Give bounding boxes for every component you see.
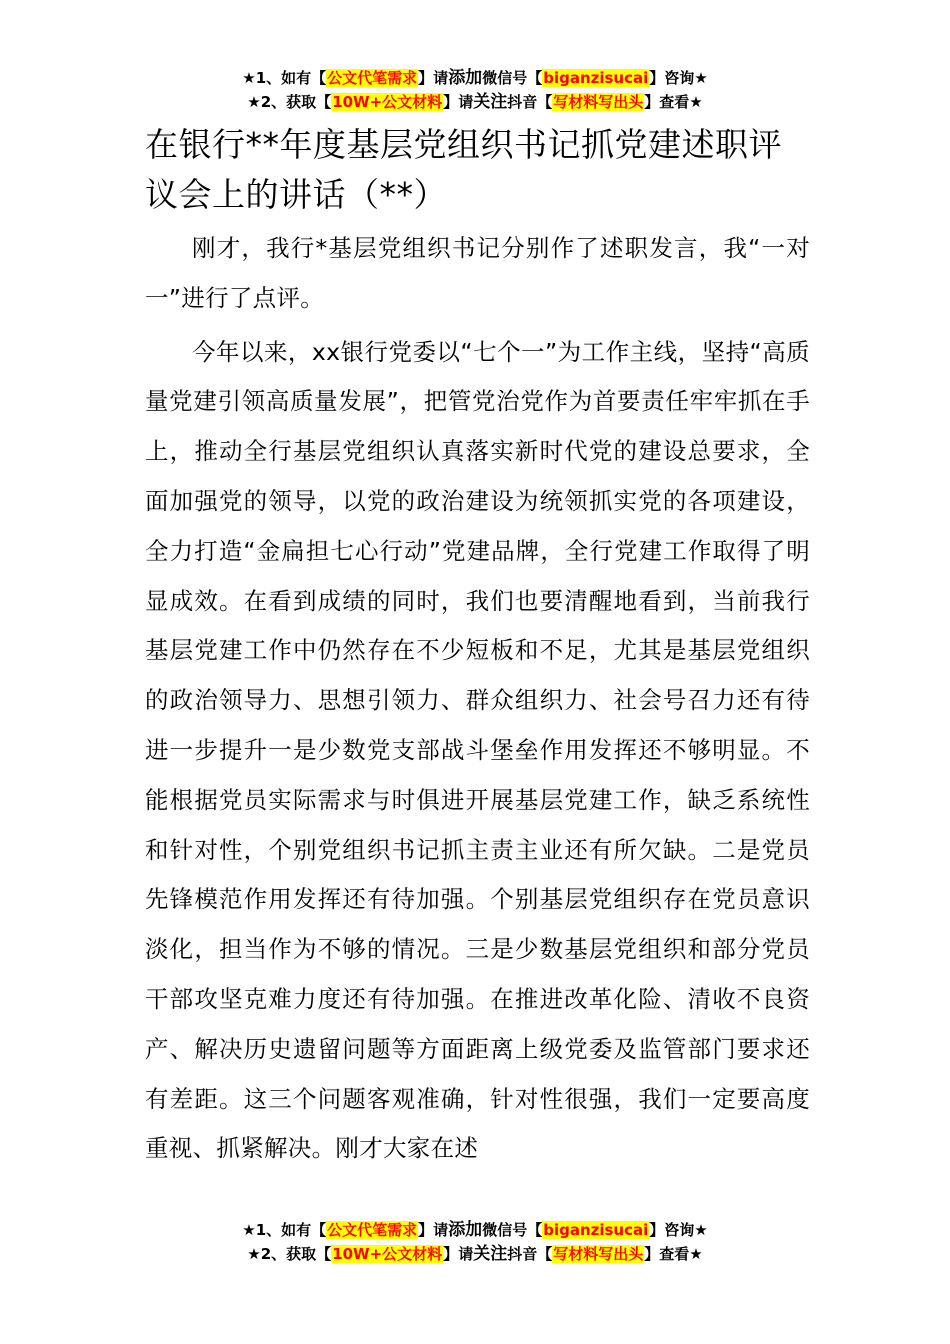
star-icon: ★ — [689, 93, 703, 111]
banner-emphasis: 添加 — [448, 68, 483, 88]
banner-highlight: biganzisucai — [543, 1221, 649, 1239]
banner-text: 】请 — [418, 1221, 449, 1239]
banner-line-1 — [0, 1218, 950, 1242]
header-banner — [0, 66, 950, 114]
banner-text: 抖音【 — [507, 93, 553, 111]
paragraph: 今年以来，xx银行党委以“七个一”为工作主线，坚持“高质量党建引领高质量发展”，把管党治党作为首要责任牢牢抓在手上，推动全行基层党组织认真落实新时代党的建设总要求，全面加强党的领导，以党的政治建设为统领抓实党的各项建设，全力打造“金扁担七心行动”党建品牌，全行党建工作取得了明显成效。在看到成绩的同时，我们也要清醒地看到，当前我行基层党建工作中仍然存在不少短板和不足，尤其是基层党组织的政治领导力、思想引领力、群众组织力、社会号召力还有待进一步提升一是少数党支部战斗堡垒作用发挥还不够明显。不能根据党员实际需求与时俱进开展基层党建工作，缺乏系统性和针对性，个别党组织书记抓主责主业还有所欠缺。二是党员先锋模范作用发挥还有待加强。个别基层党组织存在党员意识淡化，担当作为不够的情况。三是少数基层党组织和部分党员干部攻坚克难力度还有待加强。在推进改革化险、清收不良资产、解决历史遗留问题等方面距离上级党委及监管部门要求还有差距。这三个问题客观准确，针对性很强，我们一定要高度重视、抓紧解决。刚才大家在述 — [145, 337, 810, 1163]
banner-text: 微信号【 — [482, 69, 543, 87]
banner-line-1 — [0, 66, 950, 90]
document-title: 在银行**年度基层党组织书记抓党建述职评议会上的讲话（**） — [145, 125, 782, 214]
banner-text: 2、获取【 — [260, 1245, 332, 1263]
banner-text: 】请 — [443, 1245, 474, 1263]
paragraph: 刚才，我行*基层党组织书记分别作了述职发言，我“一对一”进行了点评。 — [145, 234, 810, 312]
banner-highlight: 10W+公文材料 — [332, 93, 443, 111]
banner-highlight: 写材料写出头 — [553, 1245, 644, 1263]
banner-emphasis: 添加 — [448, 1220, 483, 1240]
banner-emphasis: 关注 — [473, 92, 508, 112]
banner-highlight: biganzisucai — [543, 69, 649, 87]
banner-line-2 — [0, 90, 950, 114]
star-icon: ★ — [694, 1221, 708, 1239]
banner-highlight: 写材料写出头 — [553, 93, 644, 111]
star-icon: ★ — [242, 1221, 256, 1239]
star-icon: ★ — [247, 1245, 261, 1263]
banner-text: 】咨询 — [649, 69, 695, 87]
star-icon: ★ — [689, 1245, 703, 1263]
banner-text: 】请 — [418, 69, 449, 87]
banner-highlight: 公文代笔需求 — [327, 69, 418, 87]
document-body — [145, 120, 810, 1174]
banner-text: 1、如有【 — [255, 1221, 327, 1239]
banner-text: 】查看 — [644, 93, 690, 111]
star-icon: ★ — [694, 69, 708, 87]
banner-text: 】查看 — [644, 1245, 690, 1263]
footer-banner — [0, 1218, 950, 1266]
star-icon: ★ — [242, 69, 256, 87]
banner-highlight: 10W+公文材料 — [332, 1245, 443, 1263]
banner-highlight: 公文代笔需求 — [327, 1221, 418, 1239]
banner-text: 抖音【 — [507, 1245, 553, 1263]
banner-text: 】咨询 — [649, 1221, 695, 1239]
banner-line-2 — [0, 1242, 950, 1266]
star-icon: ★ — [247, 93, 261, 111]
banner-text: 】请 — [443, 93, 474, 111]
banner-text: 1、如有【 — [255, 69, 327, 87]
banner-emphasis: 关注 — [473, 1244, 508, 1264]
banner-text: 2、获取【 — [260, 93, 332, 111]
banner-text: 微信号【 — [482, 1221, 543, 1239]
